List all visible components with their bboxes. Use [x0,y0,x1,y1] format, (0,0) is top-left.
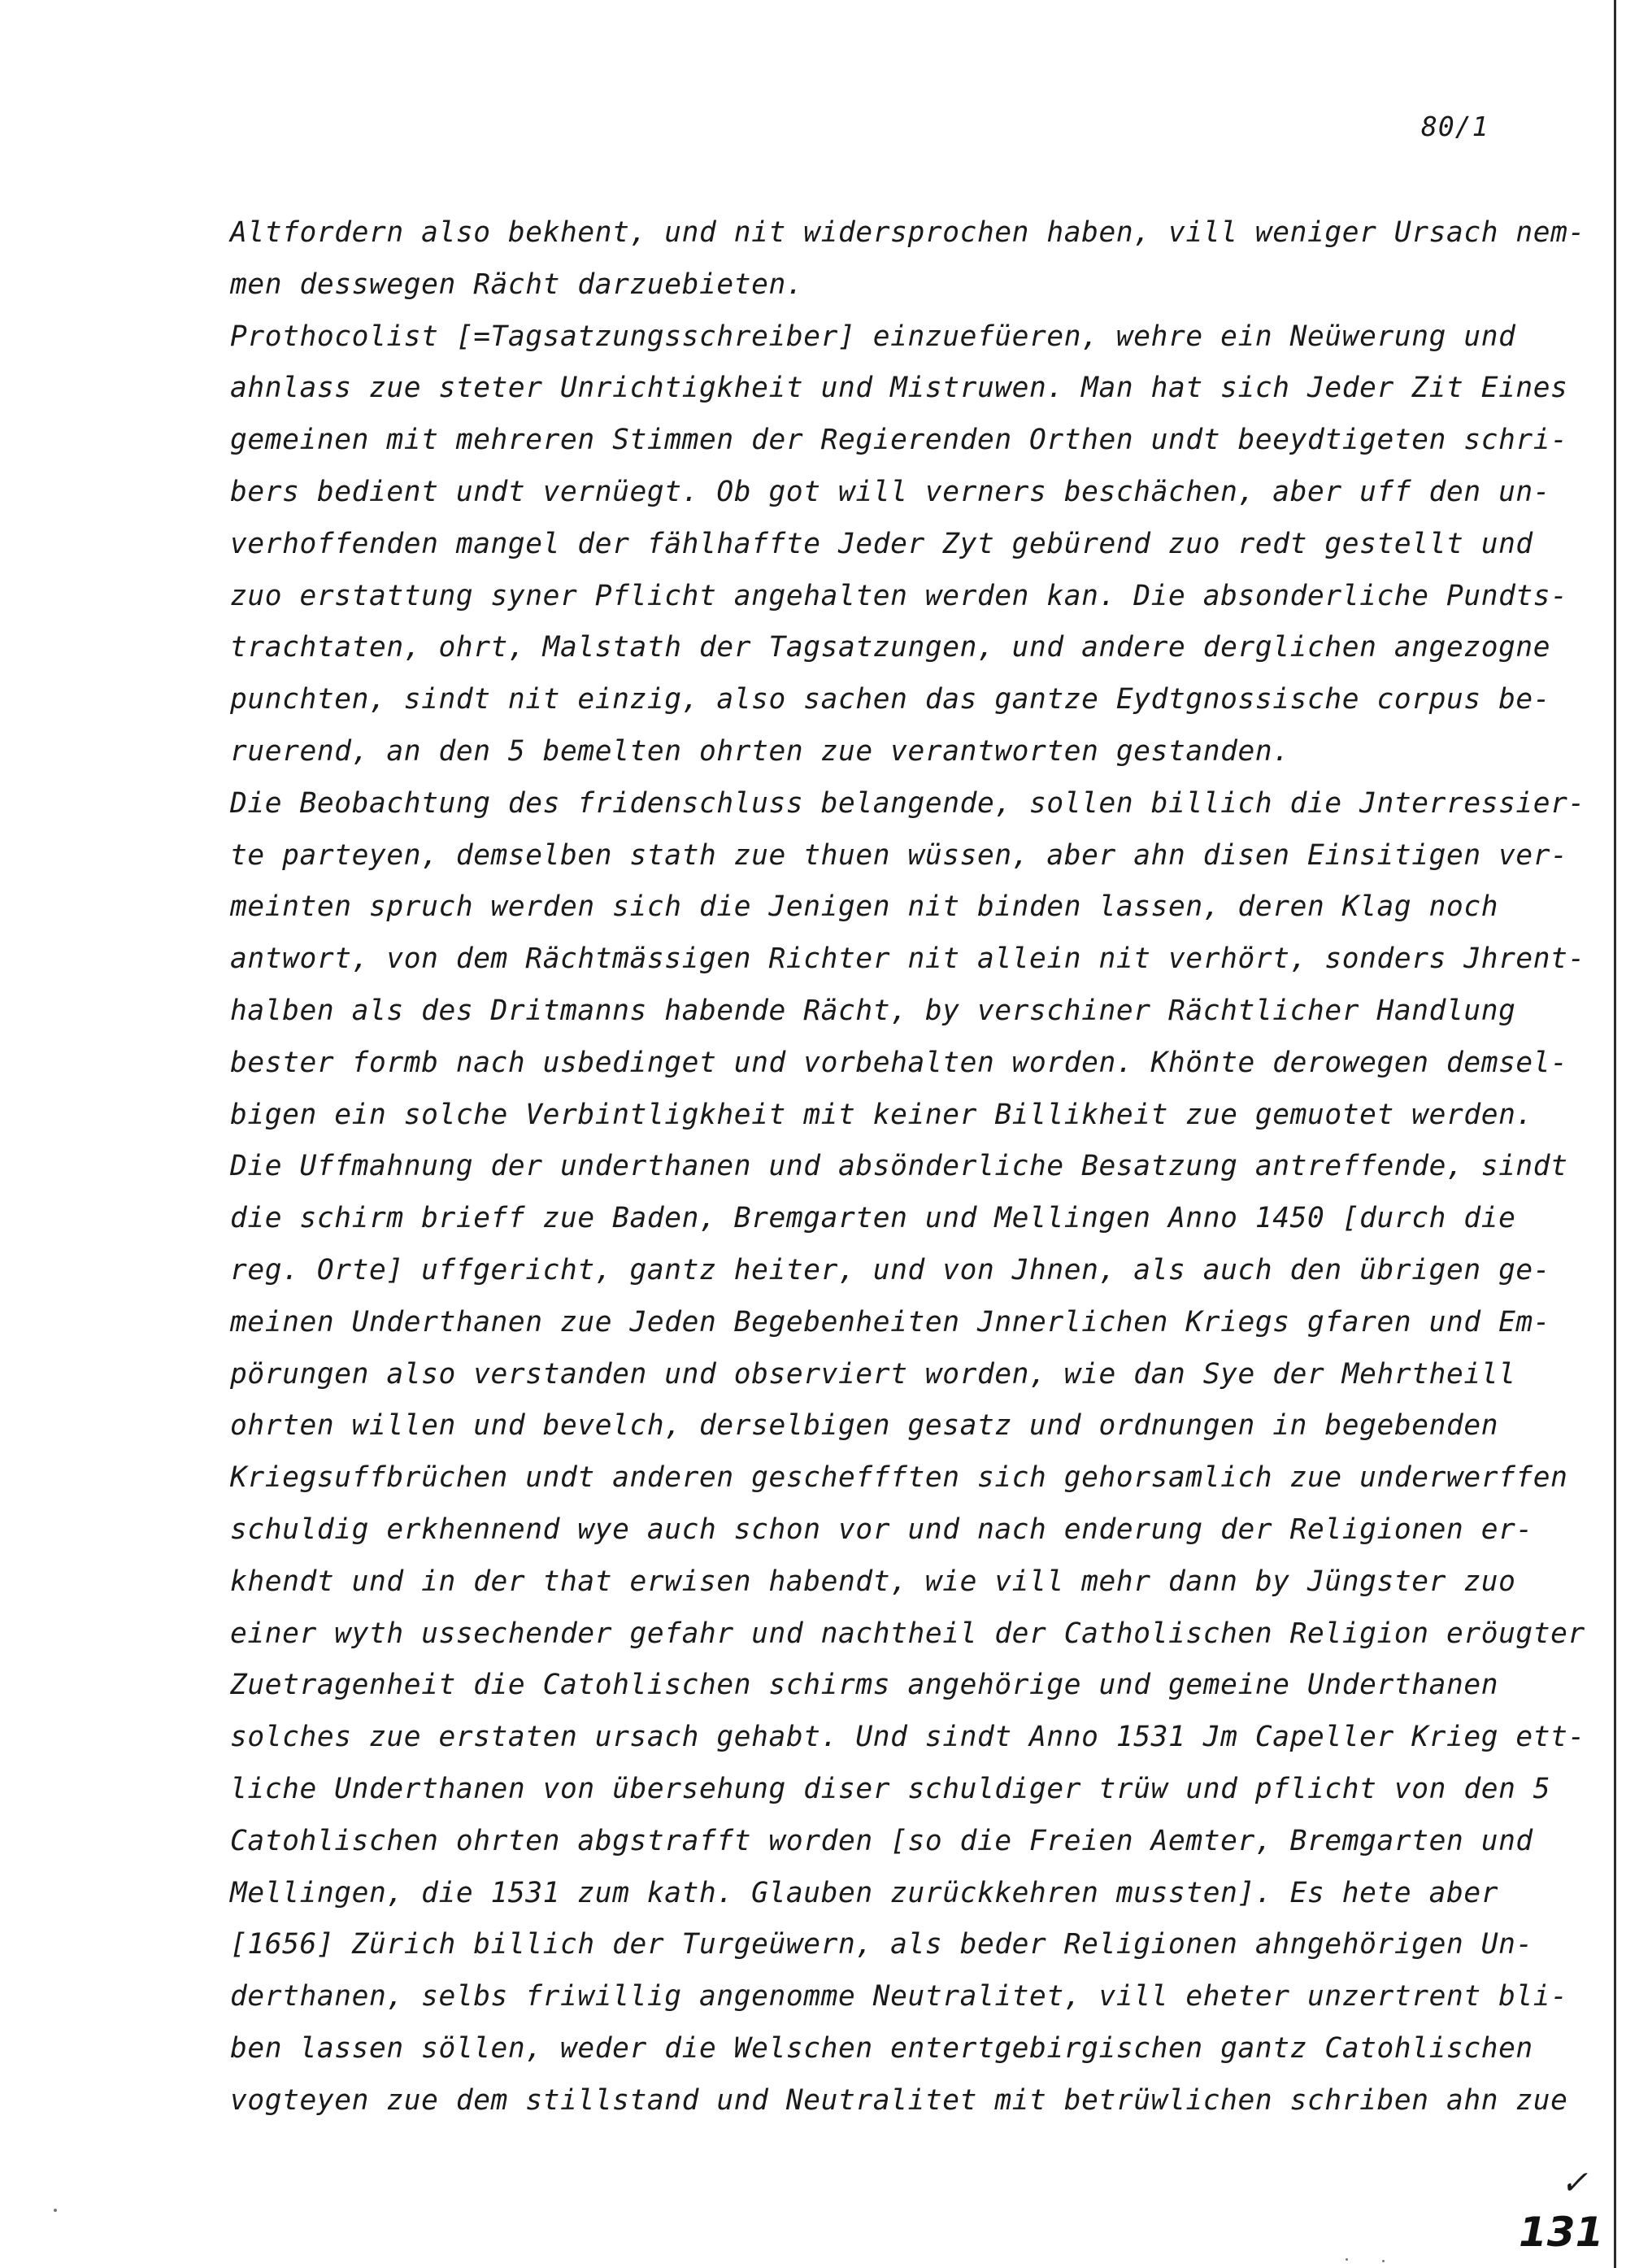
scan-speck [54,2209,57,2212]
scan-speck [1346,2258,1348,2261]
typed-text-body [230,207,1585,2127]
text-line: reg. Orte] uffgericht, gantz heiter, und von Jhnen, als auch den übrigen ge- [230,1253,1551,1286]
text-line: ruerend, an den 5 bemelten ohrten zue verantworten gestanden. [230,734,1290,768]
text-line: bers bedient undt vernüegt. Ob got will verners beschächen, aber uff den un- [230,475,1551,508]
text-line: solches zue erstaten ursach gehabt. Und sindt Anno 1531 Jm Capeller Krieg ett- [230,1721,1585,1754]
text-line: ohrten willen und bevelch, derselbigen gesatz und ordnungen in begebenden [230,1409,1499,1443]
text-line: Catohlischen ohrten abgstrafft worden [so die Freien Aemter, Bremgarten und [230,1824,1533,1857]
text-line: te parteyen, demselben stath zue thuen wüssen, aber ahn disen Einsitigen ver- [230,838,1568,872]
text-line: bester formb nach usbedinget und vorbehalten worden. Khönte derowegen demsel- [230,1046,1568,1079]
scan-speck [1382,2260,1385,2262]
text-line: die schirm brieff zue Baden, Bremgarten und Mellingen Anno 1450 [durch die [230,1202,1516,1235]
text-line: Prothocolist [=Tagsatzungsschreiber] einzuefüeren, wehre ein Neüwerung und [230,320,1516,353]
text-line: punchten, sindt nit einzig, also sachen das gantze Eydtgnossische corpus be- [230,683,1551,716]
text-line: antwort, von dem Rächtmässigen Richter nit allein nit verhört, sonders Jhrent- [230,942,1585,976]
text-line: Zuetragenheit die Catohlischen schirms angehörige und gemeine Underthanen [230,1669,1499,1702]
text-line: Die Beobachtung des fridenschluss belangende, sollen billich die Jnterressier- [230,786,1585,820]
check-mark-icon: ✓ [1563,2159,1585,2203]
text-line: meinen Underthanen zue Jeden Begebenheiten Jnnerlichen Kriegs gfaren und Em- [230,1305,1551,1339]
page-edge-line [1614,0,1616,2268]
text-line: ahnlass zue steter Unrichtigkheit und Mistruwen. Man hat sich Jeder Zit Eines [230,372,1568,405]
text-line: liche Underthanen von übersehung diser schuldiger trüw und pflicht von den 5 [230,1772,1551,1805]
text-line: pörungen also verstanden und observiert worden, wie dan Sye der Mehrtheill [230,1357,1516,1391]
folio-number: 131 [1519,2209,1604,2256]
text-line: schuldig erkhennend wye auch schon vor und nach enderung der Religionen er- [230,1513,1533,1546]
text-line: meinten spruch werden sich die Jenigen nit binden lassen, deren Klag noch [230,890,1499,924]
text-line: halben als des Dritmanns habende Rächt, by verschiner Rächtlicher Handlung [230,994,1516,1027]
text-line: zuo erstattung syner Pflicht angehalten werden kan. Die absonderliche Pundts- [230,579,1568,612]
text-line: verhoffenden mangel der fählhaffte Jeder Zyt gebürend zuo redt gestellt und [230,527,1533,560]
text-line: Kriegsuffbrüchen undt anderen gescheffften sich gehorsamlich zue underwerffen [230,1461,1568,1495]
text-line: Mellingen, die 1531 zum kath. Glauben zurückkehren mussten]. Es hete aber [230,1876,1499,1909]
text-line: trachtaten, ohrt, Malstath der Tagsatzungen, und andere derglichen angezogne [230,631,1551,664]
text-line: khendt und in der that erwisen habendt, wie vill mehr dann by Jüngster zuo [230,1565,1516,1598]
page-number: 80/1 [1421,111,1489,142]
text-line: men desswegen Rächt darzuebieten. [230,268,804,301]
text-line: Altfordern also bekhent, und nit widersprochen haben, vill weniger Ursach nem- [230,216,1585,249]
text-line: ben lassen söllen, weder die Welschen entertgebirgischen gantz Catohlischen [230,2031,1533,2065]
text-line: Die Uffmahnung der underthanen und absönderliche Besatzung antreffende, sindt [230,1150,1568,1183]
text-line: derthanen, selbs friwillig angenomme Neutralitet, vill eheter unzertrent bli- [230,1980,1568,2013]
text-line: gemeinen mit mehreren Stimmen der Regierenden Orthen undt beeydtigeten schri- [230,424,1568,457]
text-line: vogteyen zue dem stillstand und Neutralitet mit betrüwlichen schriben ahn zue [230,2083,1568,2117]
text-line: bigen ein solche Verbintligkheit mit keiner Billikheit zue gemuotet werden. [230,1098,1533,1131]
text-line: [1656] Zürich billich der Turgeüwern, als beder Religionen ahngehörigen Un- [230,1928,1533,1961]
text-line: einer wyth ussechender gefahr und nachtheil der Catholischen Religion eröugter [230,1617,1585,1650]
